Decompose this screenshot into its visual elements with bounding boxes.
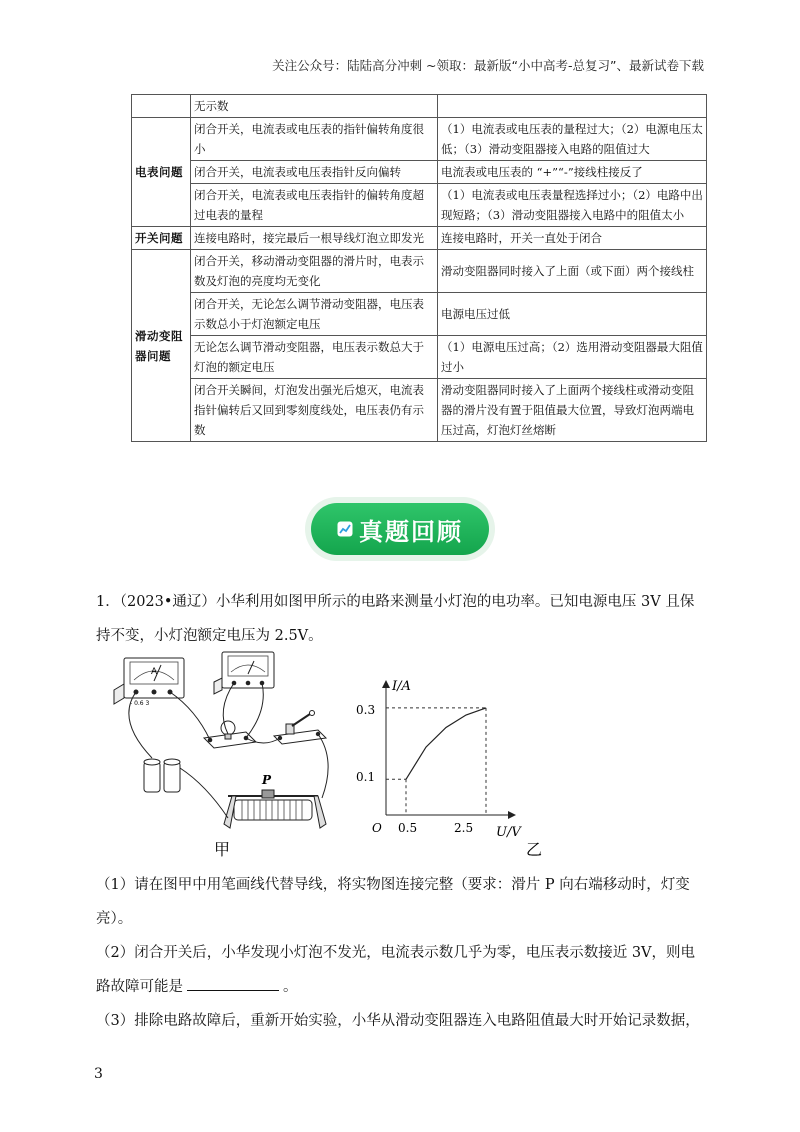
- slider-label: P: [262, 773, 272, 787]
- page-number: 3: [94, 1066, 103, 1082]
- question-part-2-end: 。: [283, 979, 298, 995]
- table-row: [132, 227, 707, 250]
- table-cause-cell: 连接电路时，开关一直处于闭合: [438, 227, 707, 250]
- table-symptom-cell: 无示数: [191, 95, 438, 118]
- table-row: [132, 336, 707, 379]
- origin-label: O: [372, 821, 382, 835]
- figure: [96, 650, 616, 860]
- iu-curve: [406, 708, 486, 779]
- battery: [144, 759, 180, 792]
- table-row: [132, 184, 707, 227]
- table-row: [132, 118, 707, 161]
- table-cause-cell: 滑动变阻器同时接入了上面（或下面）两个接线柱: [438, 250, 707, 293]
- question-part-3: （3）排除电路故障后，重新开始实验，小华从滑动变阻器连入电路阻值最大时开始记录数据，: [96, 1013, 700, 1029]
- table-category-cell: 开关问题: [132, 227, 191, 250]
- table-cause-cell: 电源电压过低: [438, 293, 707, 336]
- chart-icon: [337, 521, 353, 537]
- section-banner: [305, 497, 495, 561]
- fault-table: [131, 94, 707, 442]
- table-symptom-cell: 连接电路时，接完最后一根导线灯泡立即发光: [191, 227, 438, 250]
- y-axis-arrow: [382, 680, 390, 688]
- question-intro: 1．（2023•通辽）小华利用如图甲所示的电路来测量小灯泡的电功率。已知电源电压 3V 且保持不变，小灯泡额定电压为 2.5V。: [96, 594, 695, 644]
- table-row: [132, 95, 707, 118]
- question-part-2-text: （2）闭合开关后，小华发现小灯泡不发光，电流表示数几乎为零，电压表示数接近 3V，则电路故障可能是: [96, 945, 696, 995]
- x-axis-arrow: [508, 811, 516, 819]
- ammeter: [114, 658, 184, 707]
- table-symptom-cell: 闭合开关，电流表或电压表指针的偏转角度超过电表的量程: [191, 184, 438, 227]
- table-row: [132, 250, 707, 293]
- table-symptom-cell: 闭合开关瞬间，灯泡发出强光后熄灭，电流表指针偏转后又回到零刻度线处，电压表仍有示数: [191, 379, 438, 442]
- table-row: [132, 161, 707, 184]
- table-cause-cell: 滑动变阻器同时接入了上面两个接线柱或滑动变阻器的滑片没有置于阻值最大位置，导致灯泡两端电压过高，灯泡灯丝熔断: [438, 379, 707, 442]
- page-header: 关注公众号：陆陆高分冲刺 ~领取：最新版“小中高考-总复习”、最新试卷下载: [272, 58, 704, 73]
- table-category-cell: 电表问题: [132, 118, 191, 227]
- circuit-diagram: [114, 652, 328, 859]
- x-tick-label-low: 0.5: [398, 821, 418, 835]
- table-cause-cell: （1）电流表或电压表量程选择过小；（2）电路中出现短路；（3）滑动变阻器接入电路中的阻值太小: [438, 184, 707, 227]
- y-axis-label: I/A: [392, 679, 411, 694]
- table-cause-cell: （1）电源电压过高；（2）选用滑动变阻器最大阻值过小: [438, 336, 707, 379]
- right-caption: 乙: [526, 840, 543, 859]
- graph-guides: [386, 708, 486, 815]
- table-row: [132, 293, 707, 336]
- table-symptom-cell: 闭合开关，无论怎么调节滑动变阻器，电压表示数总小于灯泡额定电压: [191, 293, 438, 336]
- x-tick-label-high: 2.5: [454, 821, 474, 835]
- switch: [274, 711, 326, 745]
- rheostat: [224, 773, 326, 828]
- table-row: [132, 379, 707, 442]
- iu-graph: [356, 679, 542, 859]
- ammeter-label: A: [151, 667, 158, 677]
- table-cause-cell: 电流表或电压表的 “+”“-”接线柱接反了: [438, 161, 707, 184]
- table-symptom-cell: 闭合开关，电流表或电压表的指针偏转角度很小: [191, 118, 438, 161]
- y-tick-label-low: 0.1: [356, 770, 376, 784]
- left-caption: 甲: [214, 840, 231, 859]
- table-cause-cell: （1）电流表或电压表的量程过大；（2）电源电压太低；（3）滑动变阻器接入电路的阻值过大: [438, 118, 707, 161]
- y-tick-label-high: 0.3: [356, 703, 376, 717]
- answer-blank[interactable]: [187, 974, 279, 991]
- table-symptom-cell: 闭合开关，移动滑动变阻器的滑片时，电表示数及灯泡的亮度均无变化: [191, 250, 438, 293]
- table-category-cell: [132, 95, 191, 118]
- banner-pill: [311, 503, 489, 555]
- table-symptom-cell: 无论怎么调节滑动变阻器，电压表示数总大于灯泡的额定电压: [191, 336, 438, 379]
- question-part-1: （1）请在图甲中用笔画线代替导线，将实物图连接完整（要求：滑片 P 向右端移动时，灯变亮）。: [96, 877, 690, 927]
- banner-title: 真题回顾: [359, 517, 463, 546]
- table-category-cell: 滑动变阻器问题: [132, 250, 191, 442]
- ammeter-terminals: - 0.6 3: [130, 700, 150, 707]
- table-cause-cell: [438, 95, 707, 118]
- question-part-2: [96, 936, 708, 1004]
- voltmeter: [214, 652, 274, 694]
- x-axis-label: U/V: [496, 825, 521, 840]
- table-symptom-cell: 闭合开关，电流表或电压表指针反向偏转: [191, 161, 438, 184]
